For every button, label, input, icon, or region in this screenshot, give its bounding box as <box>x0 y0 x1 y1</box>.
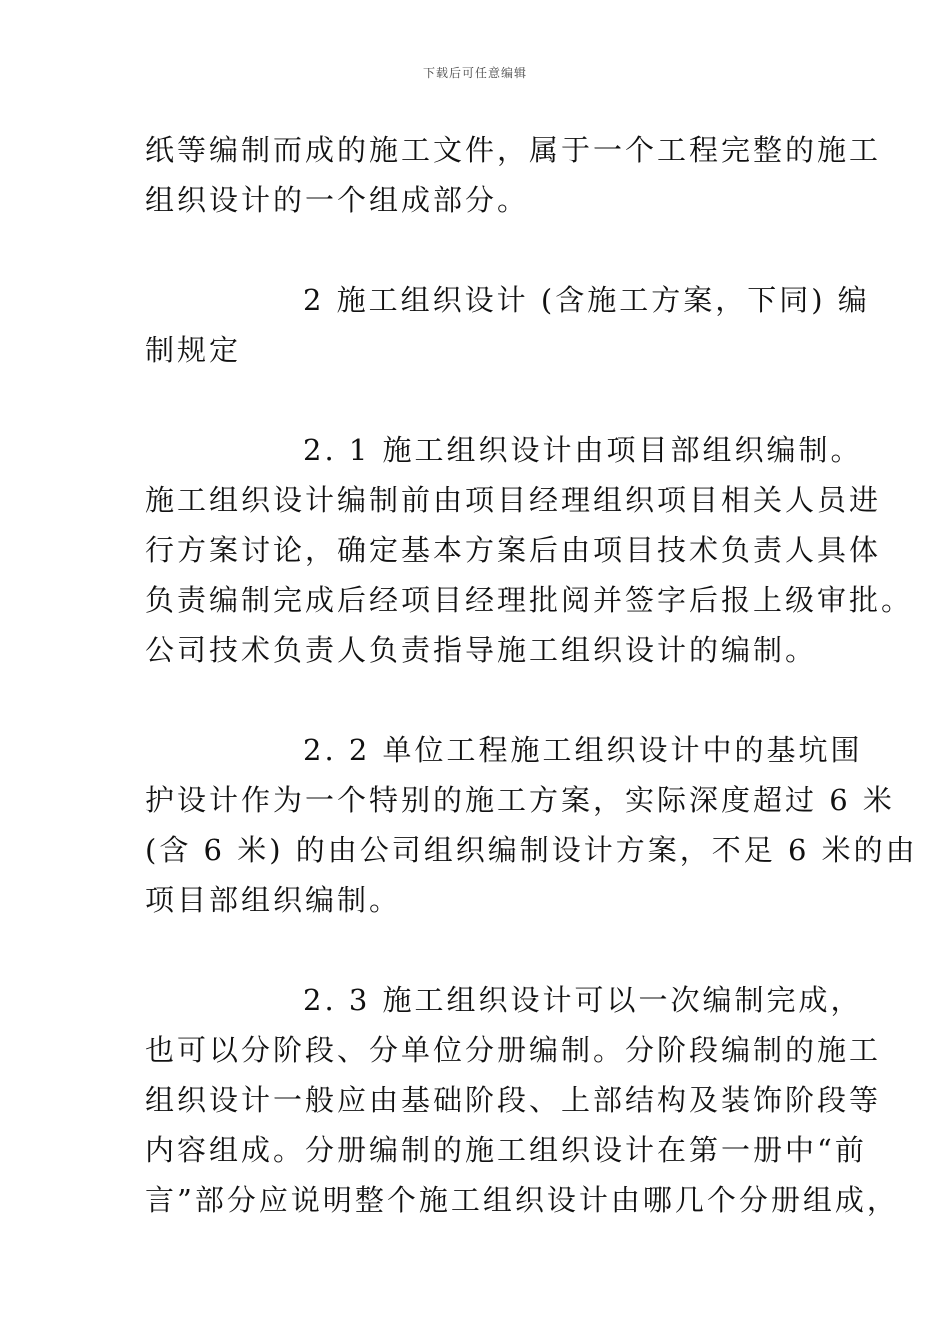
section-heading: 2 施工组织设计 (含施工方案，下同) 编 <box>303 283 870 317</box>
clause-2-1: 2. 1 施工组织设计由项目部组织编制。 <box>303 433 863 467</box>
section-heading-continued: 制规定 <box>145 333 242 367</box>
body-line: 纸等编制而成的施工文件，属于一个工程完整的施工 <box>145 133 882 167</box>
body-line: (含 6 米) 的由公司组织编制设计方案，不足 6 米的由 <box>145 833 918 867</box>
body-line: 组织设计一般应由基础阶段、上部结构及装饰阶段等 <box>145 1083 882 1117</box>
body-line: 施工组织设计编制前由项目经理组织项目相关人员进 <box>145 483 882 517</box>
body-line: 负责编制完成后经项目经理批阅并签字后报上级审批。 <box>145 583 914 617</box>
body-line: 项目部组织编制。 <box>145 883 402 917</box>
clause-2-2: 2. 2 单位工程施工组织设计中的基坑围 <box>303 733 863 767</box>
body-line: 也可以分阶段、分单位分册编制。分阶段编制的施工 <box>145 1033 882 1067</box>
body-line: 护设计作为一个特别的施工方案，实际深度超过 6 米 <box>145 783 895 817</box>
body-line: 言”部分应说明整个施工组织设计由哪几个分册组成， <box>145 1183 899 1217</box>
body-line: 行方案讨论，确定基本方案后由项目技术负责人具体 <box>145 533 882 567</box>
body-line: 内容组成。分册编制的施工组织设计在第一册中“前 <box>145 1133 867 1167</box>
page-header: 下载后可任意编辑 <box>422 66 527 80</box>
body-line: 公司技术负责人负责指导施工组织设计的编制。 <box>145 633 818 667</box>
body-line: 组织设计的一个组成部分。 <box>145 183 530 217</box>
clause-2-3: 2. 3 施工组织设计可以一次编制完成， <box>303 983 863 1017</box>
